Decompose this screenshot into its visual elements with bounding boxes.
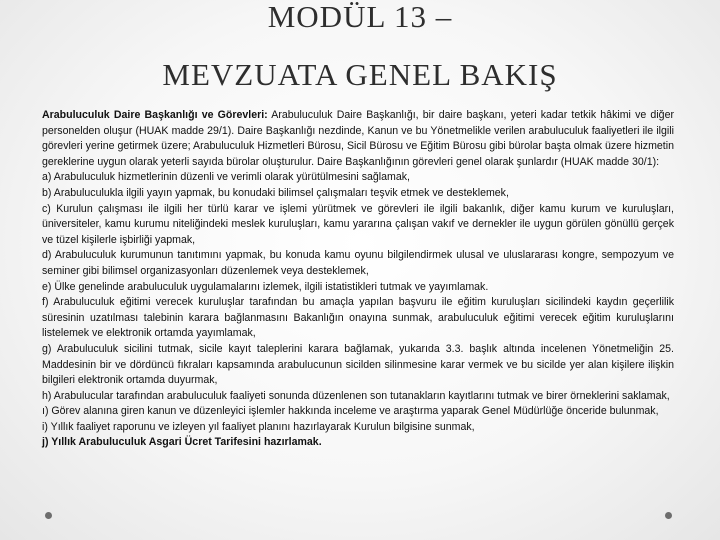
duty-item-i-dotless: ı) Görev alanına giren kanun ve düzenleyici işlemler hakkında inceleme ve araştırma yaparak Genel Müdürlüğe önceride bulunmak, [42,405,659,418]
duty-item-e: e) Ülke genelinde arabuluculuk uygulamalarını izlemek, ilgili istatistikleri tutmak ve yayımlamak. [42,280,489,293]
duty-item-i: i) Yıllık faaliyet raporunu ve izleyen yıl faaliyet planını hazırlayarak Kurulun bilgisine sunmak, [42,420,475,433]
slide-body [42,108,674,451]
intro-paragraph [42,108,674,170]
slide-title-line2: MEVZUATA GENEL BAKIŞ [162,57,558,92]
intro-text: Arabuluculuk Daire Başkanlığı, bir daire başkanı, yeteri kadar tetkik hâkimi ve diğer personelden oluşur (HUAK madde 29/1). Daire Başkanlığı nezdinde, Kanun ve bu Yönetmelikle verilen arabuluculuk faaliyetleri ile ilgili görevleri yerine getirmek üzere; Arabuluculuk Hizmetleri Bürosu, Sicil Bürosu ve Eğitim Bürosu gibi bürolar başta olmak üzere hizmetin gereklerine uygun olarak yeterli sayıda bürolar oluşturulur. Daire Başkanlığının görevleri genel olarak şunlardır (HUAK madde 30/1): [42,109,674,168]
slide-title-line1: MODÜL 13 – [267,0,453,34]
duty-item-d: d) Arabuluculuk kurumunun tanıtımını yapmak, bu konuda kamu oyunu bilgilendirmek ulusal ve uluslararası kongre, sempozyum ve seminer gibi bilimsel organizasyonları düzenlemek veya desteklemek, [42,249,674,277]
duty-item-c: c) Kurulun çalışması ile ilgili her türlü karar ve işlemi yürütmek ve görevleri ile ilgili bakanlık, diğer kamu kurum ve kuruluşları, üniversiteler, kamu kurumu niteliğindeki meslek kuruluşları, kamu yararına çalışan vakıf ve dernekler ile uygun görülen gönüllü gerçek ve tüzel kişilerle işbirliği yapmak, [42,202,674,246]
duty-item-j: j) Yıllık Arabuluculuk Asgari Ücret Tarifesini hazırlamak. [42,436,322,449]
duty-item-b: b) Arabuluculukla ilgili yayın yapmak, bu konudaki bilimsel çalışmaları teşvik etmek ve desteklemek, [42,186,509,199]
decorative-dot-right [665,512,672,519]
intro-heading: Arabuluculuk Daire Başkanlığı ve Görevleri: [42,109,268,121]
decorative-dot-left [45,512,52,519]
duty-item-a: a) Arabuluculuk hizmetlerinin düzenli ve verimli olarak yürütülmesini sağlamak, [42,171,410,184]
duty-item-h: h) Arabulucular tarafından arabuluculuk faaliyeti sonunda düzenlenen son tutanakların kayıtlarını tutmak ve birer örneklerini saklamak, [42,389,670,402]
duty-item-f: f) Arabuluculuk eğitimi verecek kuruluşlar tarafından bu amaçla yapılan başvuru ile eğitim kuruluşları sicilindeki kaydın geçerlilik süresinin uzatılması talebinin karara bağlanmasını Bakanlığın onayına sunmak, arabuluculuk eğitimi verecek eğitim kuruluşlarını listelemek ve elektronik ortamda yayımlamak, [42,296,674,340]
duty-item-g: g) Arabuluculuk sicilini tutmak, sicile kayıt taleplerini karara bağlamak, yukarıda 3.3. başlık altında incelenen Yönetmeliğin 25. Maddesinin bir ve dördüncü fıkraları kapsamında arabulucunun sicilden silinmesine karar vermek ve bu sicilde yer alan kişilere ilişkin bilgileri elektronik ortamda duyurmak, [42,342,674,387]
